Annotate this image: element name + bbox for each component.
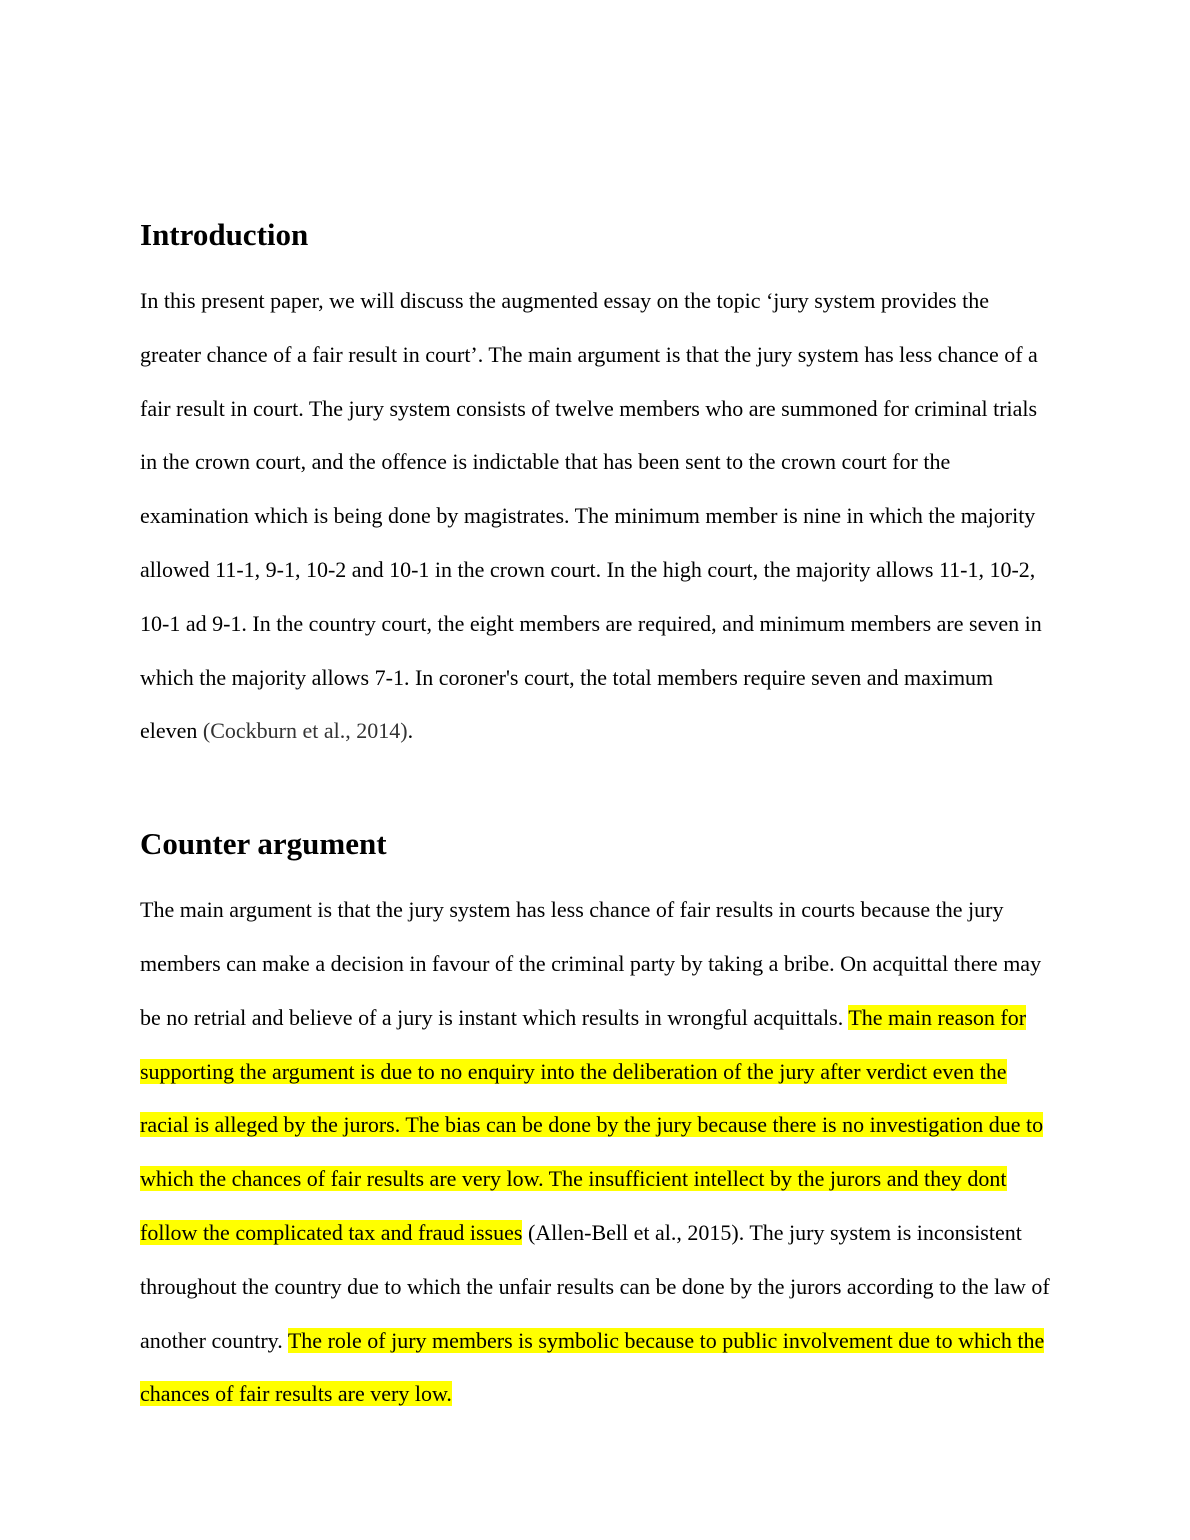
citation-cockburn: (Cockburn et al., 2014) [202, 718, 408, 744]
introduction-heading: Introduction [140, 217, 309, 252]
document-body [140, 210, 1052, 1421]
counter-argument-paragraph [140, 883, 1052, 1421]
introduction-period: . [407, 718, 414, 744]
counter-text-part-1: The main argument is that the jury system has less chance of fair results in courts because the jury members can make a decision in favour of the criminal party by taking a bribe. On acquittal there may be no retrial and believe of a jury is instant which results in wrongful acquittals. [140, 897, 1042, 1030]
counter-text-part-2: (Allen-Bell et al., 2015). The jury system is inconsistent throughout the country due to which the unfair results can be done by the jurors according to the law of another country. [140, 1219, 1050, 1353]
counter-argument-heading: Counter argument [140, 826, 387, 862]
highlighted-text-2: The role of jury members is symbolic because to public involvement due to which the chances of fair results are very low. [140, 1327, 1045, 1407]
highlighted-text-1: The main reason for supporting the argument is due to no enquiry into the deliberation of the jury after verdict even the racial is alleged by the jurors. The bias can be done by the jury because there is no investigation due to which the chances of fair results are very low. The insufficient intellect by the jurors and they dont follow the complicated tax and fraud issues [140, 1004, 1044, 1245]
introduction-text: In this present paper, we will discuss the augmented essay on the topic ‘jury system provides the greater chance of a fair result in court’. The main argument is that the jury system has less chance of a fair result in court. The jury system consists of twelve members who are summoned for criminal trials in the crown court, and the offence is indictable that has been sent to the crown court for the examination which is being done by magistrates. The minimum member is nine in which the majority allowed 11-1, 9-1, 10-2 and 10-1 in the crown court. In the high court, the majority allows 11-1, 10-2, 10-1 ad 9-1. In the country court, the eight members are required, and minimum members are seven in which the majority allows 7-1. In coroner's court, the total members require seven and maximum eleven [140, 288, 1042, 744]
introduction-paragraph [140, 274, 1052, 758]
